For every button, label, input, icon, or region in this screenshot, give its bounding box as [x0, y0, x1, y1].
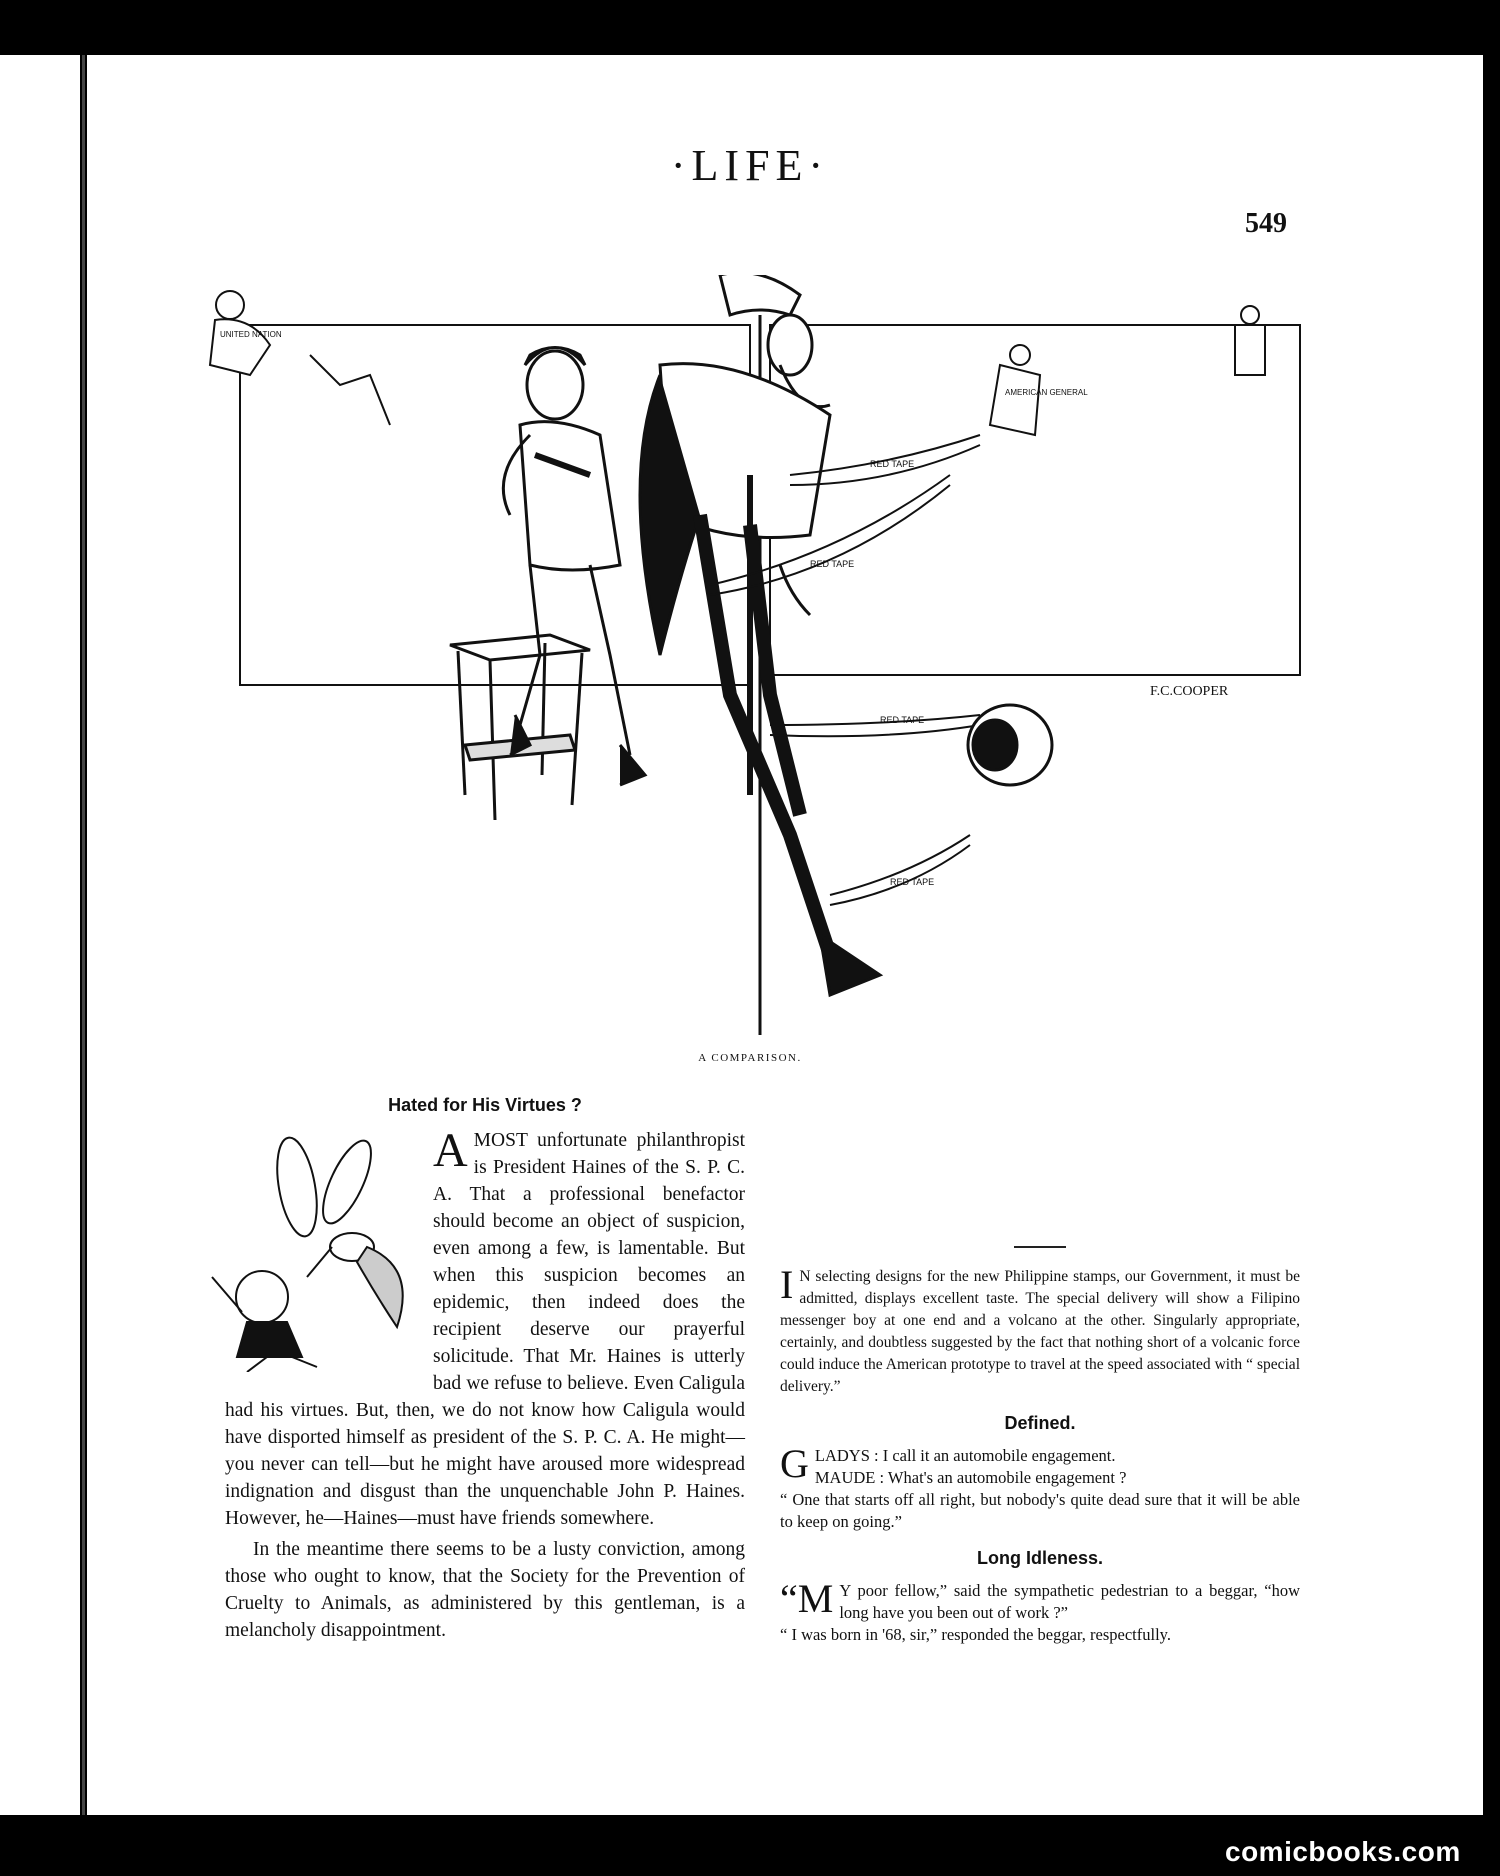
artist-signature: F.C.COOPER	[1150, 684, 1229, 699]
masthead: ·LIFE·	[670, 141, 830, 190]
idleness-dropcap-group	[780, 1576, 834, 1621]
virtues-paragraph-2: In the meantime there seems to be a lusty conviction, among those who ought to know, that the Society for the Prevention of Cruelty to Animals, as administered by this gentleman, is a melancholy disappointment.	[225, 1539, 745, 1641]
cartoon-caption: A COMPARISON.	[698, 1052, 802, 1064]
stamps-paragraph: N selecting designs for the new Philippine stamps, our Government, it must be admitted, displays excellent taste. The special delivery will show a Filipino messenger boy at one end and a volcano at the other. Singularly appropriate, certainly, and doubtless suggested by the fact that nothing short of a volcanic force could induce the American prototype to travel at the speed associated with “ special delivery.”	[780, 1268, 1300, 1395]
stamps-dropcap: I	[780, 1262, 794, 1307]
soldier-right-label: AMERICAN GENERAL	[1005, 388, 1088, 397]
idleness-dropcap: M	[797, 1576, 834, 1621]
ribbon-label-2: RED TAPE	[810, 559, 855, 569]
idleness-line-2: “ I was born in '68, sir,” responded the beggar, respectfully.	[780, 1625, 1171, 1644]
defined-line-2: MAUDE : What's an automobile engagement ?	[814, 1468, 1127, 1487]
idleness-headline: Long Idleness.	[976, 1548, 1104, 1568]
cartoon-illustration	[190, 275, 1320, 1035]
watermark: comicbooks.com	[1225, 1836, 1461, 1867]
top-hat-drawing	[968, 705, 1052, 785]
facing-page-edge	[0, 55, 80, 1815]
page-number: 549	[1245, 208, 1287, 239]
soldier-left-label: UNITED NATION	[220, 330, 282, 339]
virtues-headline: Hated for His Virtues ?	[388, 1095, 582, 1115]
idleness-line-1: Y poor fellow,” said the sympathetic pedestrian to a beggar, “how long have you been out of work ?”	[839, 1581, 1300, 1622]
mosquito-illustration	[207, 1127, 427, 1372]
defined-dropcap: G	[780, 1441, 809, 1486]
defined-headline: Defined.	[1004, 1413, 1076, 1433]
page-gutter	[82, 55, 85, 1815]
tsar-figure	[503, 348, 645, 786]
defined-line-1: LADYS : I call it an automobile engagement.	[814, 1446, 1116, 1465]
virtues-paragraph-1: MOST unfortunate philanthropist is President Haines of the S. P. C. A. That a professional benefactor should become an object of suspicion, even among a few, is lamentable. But when this suspicion becomes an epidemic, then indeed does the recipient deserve our prayerful solicitude. That Mr. Haines is utterly bad we refuse to believe. Even Caligula had his virtues. But, then, we do not know how Caligula would have disported himself as president of the S. P. C. A. He might—you never can tell—but he might have aroused more widespread indignation and disgust than the unquenchable John P. Haines. However, he—Haines—must have friends somewhere.	[225, 1130, 745, 1529]
ribbon-label-3: RED TAPE	[880, 715, 925, 725]
idleness-open-quote: “	[780, 1576, 798, 1621]
left-column	[225, 1092, 745, 1648]
ribbon-label-1: RED TAPE	[870, 459, 915, 469]
section-divider-rule	[1014, 1246, 1066, 1248]
ribbon-label-4: RED TAPE	[890, 877, 935, 887]
virtues-dropcap: A	[433, 1124, 468, 1177]
right-column	[780, 1092, 1300, 1650]
column-spacer	[780, 1110, 1300, 1230]
defined-line-3: “ One that starts off all right, but nobody's quite dead sure that it will be able to keep on going.”	[780, 1490, 1300, 1531]
